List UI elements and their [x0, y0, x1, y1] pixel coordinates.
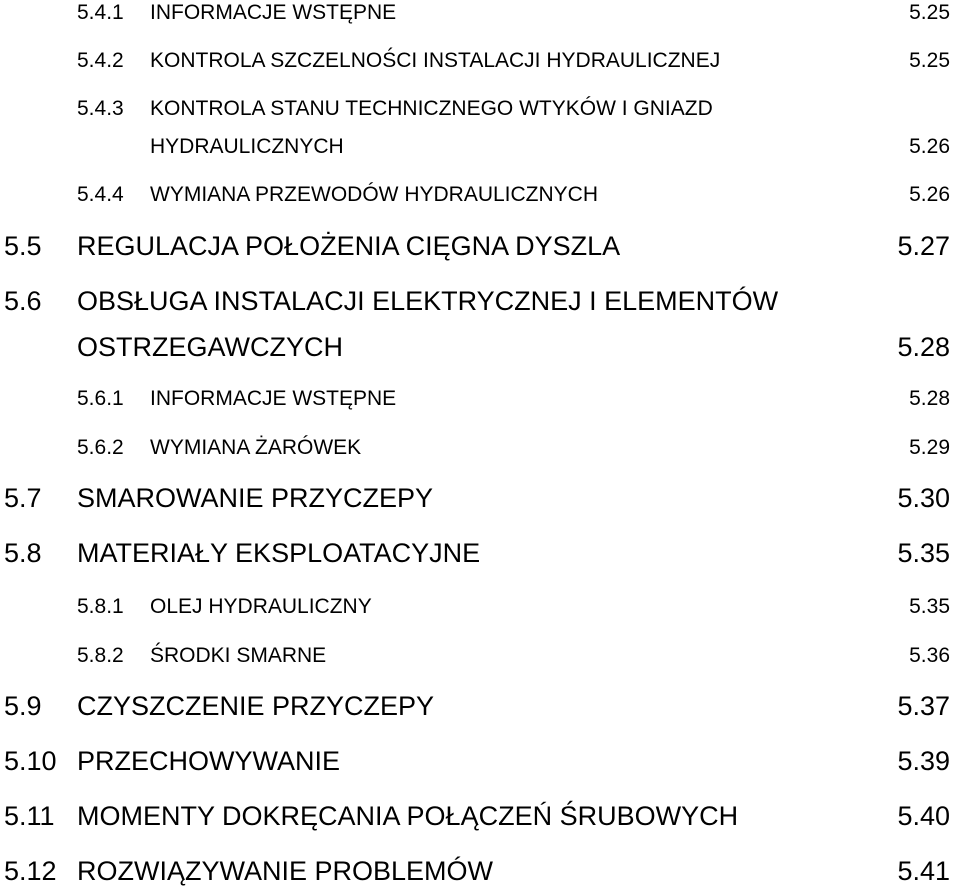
toc-entry-title: MOMENTY DOKRĘCANIA POŁĄCZEŃ ŚRUBOWYCH	[77, 801, 739, 831]
toc-entry-title: SMAROWANIE PRZYCZEPY	[77, 483, 434, 513]
toc-entry-page: 5.40	[897, 801, 950, 831]
toc-entry-page: 5.35	[909, 595, 950, 618]
toc-entry-number: 5.10	[4, 746, 57, 776]
toc-entry-number: 5.7	[4, 483, 42, 513]
toc-entry-page: 5.37	[897, 691, 950, 721]
toc-entry-number: 5.12	[4, 856, 57, 886]
toc-entry-number: 5.4.3	[77, 97, 124, 120]
toc-entry-number: 5.4.4	[77, 183, 124, 206]
toc-entry-title: MATERIAŁY EKSPLOATACYJNE	[77, 538, 481, 568]
toc-entry-number: 5.5	[4, 231, 42, 261]
toc-entry-number: 5.8.2	[77, 644, 124, 667]
toc-entry-page: 5.25	[909, 49, 950, 72]
toc-entry-number: 5.8.1	[77, 595, 124, 618]
toc-entry-number: 5.9	[4, 691, 42, 721]
toc-entry-title: CZYSZCZENIE PRZYCZEPY	[77, 691, 435, 721]
toc-entry-number: 5.6	[4, 286, 42, 316]
toc-entry-title: OBSŁUGA INSTALACJI ELEKTRYCZNEJ I ELEMENTÓW	[77, 286, 779, 316]
toc-entry-title: REGULACJA POŁOŻENIA CIĘGNA DYSZLA	[77, 231, 621, 261]
toc-entry-title: ROZWIĄZYWANIE PROBLEMÓW	[77, 856, 494, 886]
toc-entry-title: INFORMACJE WSTĘPNE	[150, 1, 397, 24]
toc-entry-page: 5.26	[909, 183, 950, 206]
toc-entry-page: 5.35	[897, 538, 950, 568]
toc-entry-page: 5.29	[909, 436, 950, 459]
toc-entry-title: OSTRZEGAWCZYCH	[77, 332, 343, 362]
toc-entry-page: 5.25	[909, 1, 950, 24]
toc-entry-page: 5.26	[909, 135, 950, 158]
toc-entry-number: 5.11	[4, 801, 55, 831]
toc-entry-page: 5.39	[897, 746, 950, 776]
toc-entry-title: ŚRODKI SMARNE	[150, 644, 327, 667]
toc-entry-title: WYMIANA ŻARÓWEK	[150, 436, 362, 459]
toc-entry-number: 5.4.2	[77, 49, 124, 72]
toc-entry-page: 5.30	[897, 483, 950, 513]
toc-entry-page: 5.27	[897, 231, 950, 261]
toc-entry-page: 5.28	[897, 332, 950, 362]
toc-entry-title: WYMIANA PRZEWODÓW HYDRAULICZNYCH	[150, 183, 599, 206]
toc-entry-title: PRZECHOWYWANIE	[77, 746, 340, 776]
toc-entry-number: 5.8	[4, 538, 42, 568]
toc-entry-title: INFORMACJE WSTĘPNE	[150, 387, 397, 410]
toc-entry-title: KONTROLA SZCZELNOŚCI INSTALACJI HYDRAULICZNEJ	[150, 49, 721, 72]
toc-entry-number: 5.6.1	[77, 387, 124, 410]
toc-entry-title: KONTROLA STANU TECHNICZNEGO WTYKÓW I GNIAZD	[150, 97, 713, 120]
toc-entry-title: HYDRAULICZNYCH	[150, 135, 344, 158]
toc-entry-page: 5.41	[897, 856, 950, 886]
toc-entry-page: 5.36	[909, 644, 950, 667]
toc-entry-number: 5.6.2	[77, 436, 124, 459]
toc-entry-page: 5.28	[909, 387, 950, 410]
toc-entry-title: OLEJ HYDRAULICZNY	[150, 595, 372, 618]
toc-entry-number: 5.4.1	[77, 1, 124, 24]
